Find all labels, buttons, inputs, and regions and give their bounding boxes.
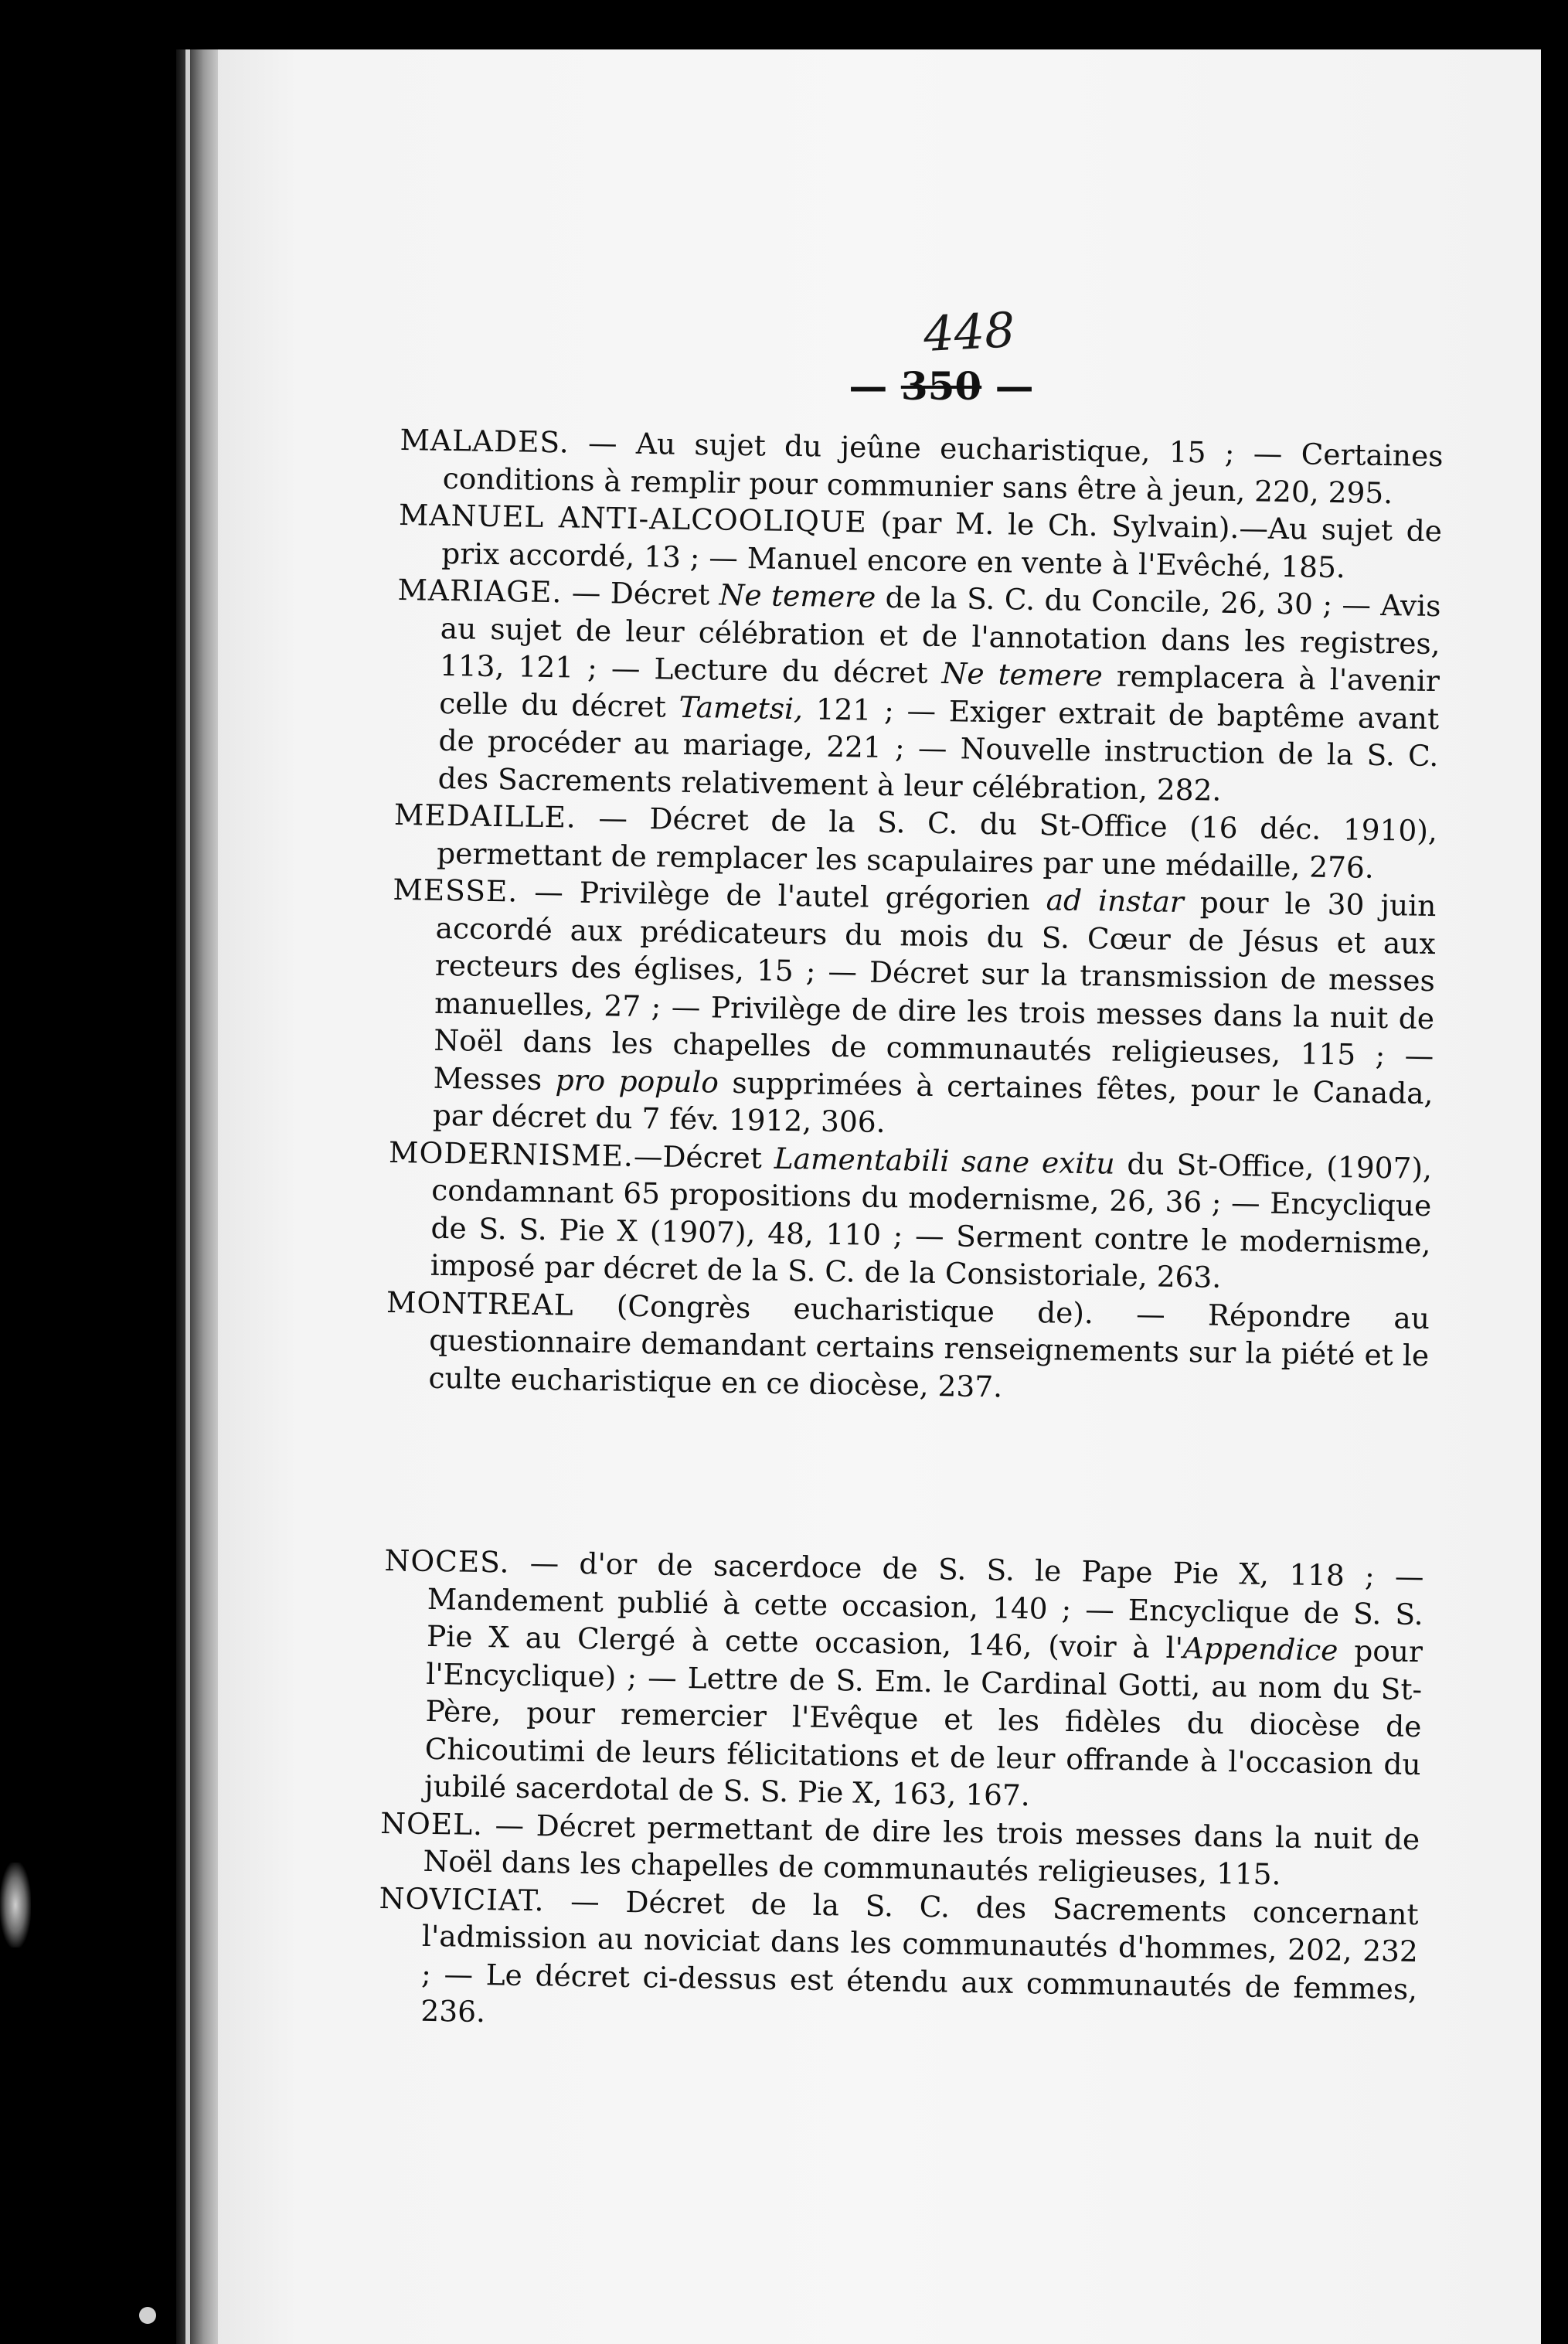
entry-text: pour l'Encyclique) ; — Lettre de S. Em. le Cardinal Gotti, au nom du St-Père, pour remercier l'Evêque et les fidèles du diocèse de Chicoutimi de leurs félicitations et de leur offrande à l'occasion du jubilé sacerdotal de S. S. Pie X, 163, 167. bbox=[423, 1633, 1423, 1813]
scan-edge-dot bbox=[139, 2307, 156, 2324]
entry-text: —Décret bbox=[633, 1138, 775, 1175]
entry-heading: MARIAGE. bbox=[397, 572, 563, 610]
entry-text: du St-Office, (1907), condamnant 65 propositions du modernisme, 26, 36 ; — Encyclique de S. S. Pie X (1907), 48, 110 ; — Serment contre le modernisme, imposé par décret de la S. C. de la Consistoriale, 263. bbox=[430, 1146, 1433, 1294]
index-section-m bbox=[385, 421, 1444, 1412]
entry-text: (par M. le Ch. Sylvain).—Au sujet de prix accordé, 13 ; — Manuel encore en vente à l'Evêché, 185. bbox=[440, 505, 1443, 584]
entry-text: — Décret de la S. C. des Sacrements concernant l'admission au noviciat dans les communautés d'hommes, 202, 232 ; — Le décret ci-dessus est étendu aux communautés de femmes, 236. bbox=[420, 1883, 1419, 2029]
index-entry-modernisme bbox=[386, 1133, 1432, 1299]
struck-page-number: 350 bbox=[900, 363, 982, 409]
entry-italic: pro populo bbox=[555, 1062, 719, 1100]
entry-italic: Tametsi, bbox=[679, 689, 804, 726]
entry-text: (Congrès eucharistique de). — Répondre au questionnaire demandant certains renseignements sur la piété et le culte eucharistique en ce diocèse, 237. bbox=[428, 1288, 1430, 1403]
index-entry-mariage bbox=[394, 571, 1440, 812]
index-entry-noces bbox=[381, 1542, 1424, 1821]
printed-page-number: — 350 — bbox=[849, 363, 1034, 409]
page-binding-shadow bbox=[176, 49, 223, 2344]
page-edge-strip bbox=[185, 49, 190, 2344]
index-entry-messe bbox=[389, 871, 1437, 1150]
entry-heading: MANUEL ANTI-ALCOOLIQUE bbox=[398, 497, 868, 539]
entry-italic: Appendice bbox=[1182, 1631, 1338, 1668]
entry-text: pour le 30 juin accordé aux prédicateurs du mois du S. Cœur de Jésus et aux recteurs des églises, 15 ; — Décret sur la transmission de messes manuelles, 27 ; — Privilège de dire les trois messes dans la nuit de Noël dans les chapelles de communautés religieuses, 115 ; — Messes bbox=[433, 885, 1437, 1097]
index-section-n bbox=[377, 1542, 1424, 2046]
entry-text: de la S. C. du Concile, 26, 30 ; — Avis au sujet de leur célébration et de l'annotation dans les registres, 113, 121 ; — Lecture du décret bbox=[439, 580, 1441, 691]
handwritten-page-number: 448 bbox=[922, 301, 1017, 363]
entry-heading: MEDAILLE. bbox=[393, 797, 577, 835]
entry-heading: MALADES. bbox=[400, 422, 570, 460]
entry-heading: NOVICIAT. bbox=[379, 1880, 545, 1917]
entry-heading: MONTREAL bbox=[386, 1284, 574, 1322]
entry-italic: Ne temere bbox=[719, 577, 876, 614]
index-entry-noviciat bbox=[377, 1879, 1419, 2045]
entry-text: — d'or de sacerdoce de S. S. le Pape Pie X, 118 ; — Mandement publié à cette occasion, 140 ; — Encyclique de S. S. Pie X au Clergé à cette occasion, 146, (voir à l' bbox=[426, 1545, 1424, 1665]
entry-text: — Décret permettant de dire les trois messes dans la nuit de Noël dans les chapelles de communautés religieuses, 115. bbox=[423, 1807, 1420, 1892]
entry-italic: ad instar bbox=[1046, 883, 1185, 919]
entry-heading: NOEL. bbox=[379, 1805, 484, 1842]
entry-text: — Décret bbox=[562, 575, 720, 612]
entry-italic: Lamentabili sane exitu bbox=[774, 1141, 1115, 1181]
entry-heading: MESSE. bbox=[393, 872, 519, 909]
entry-text: remplacera à l'avenir celle du décret bbox=[438, 658, 1440, 724]
entry-italic: Ne temere bbox=[941, 656, 1104, 693]
entry-heading: NOCES. bbox=[384, 1543, 510, 1580]
scan-edge-mark bbox=[0, 1863, 31, 1948]
index-entry-montreal bbox=[385, 1283, 1430, 1412]
entry-text: — Décret de la S. C. du St-Office (16 déc. 1910), permettant de remplacer les scapulaires par une médaille, 276. bbox=[436, 800, 1438, 885]
entry-text: supprimées à certaines fêtes, pour le Canada, par décret du 7 fév. 1912, 306. bbox=[432, 1065, 1434, 1139]
entry-text: 121 ; — Exiger extrait de baptême avant de procéder au mariage, 221 ; — Nouvelle instruction de la S. C. des Sacrements relativement à leur célébration, 282. bbox=[437, 691, 1440, 808]
entry-text: — Au sujet du jeûne eucharistique, 15 ; — Certaines conditions à remplir pour communier sans être à jeun, 220, 295. bbox=[442, 425, 1444, 510]
entry-heading: MODERNISME. bbox=[388, 1135, 634, 1173]
entry-text: — Privilège de l'autel grégorien bbox=[517, 874, 1047, 917]
